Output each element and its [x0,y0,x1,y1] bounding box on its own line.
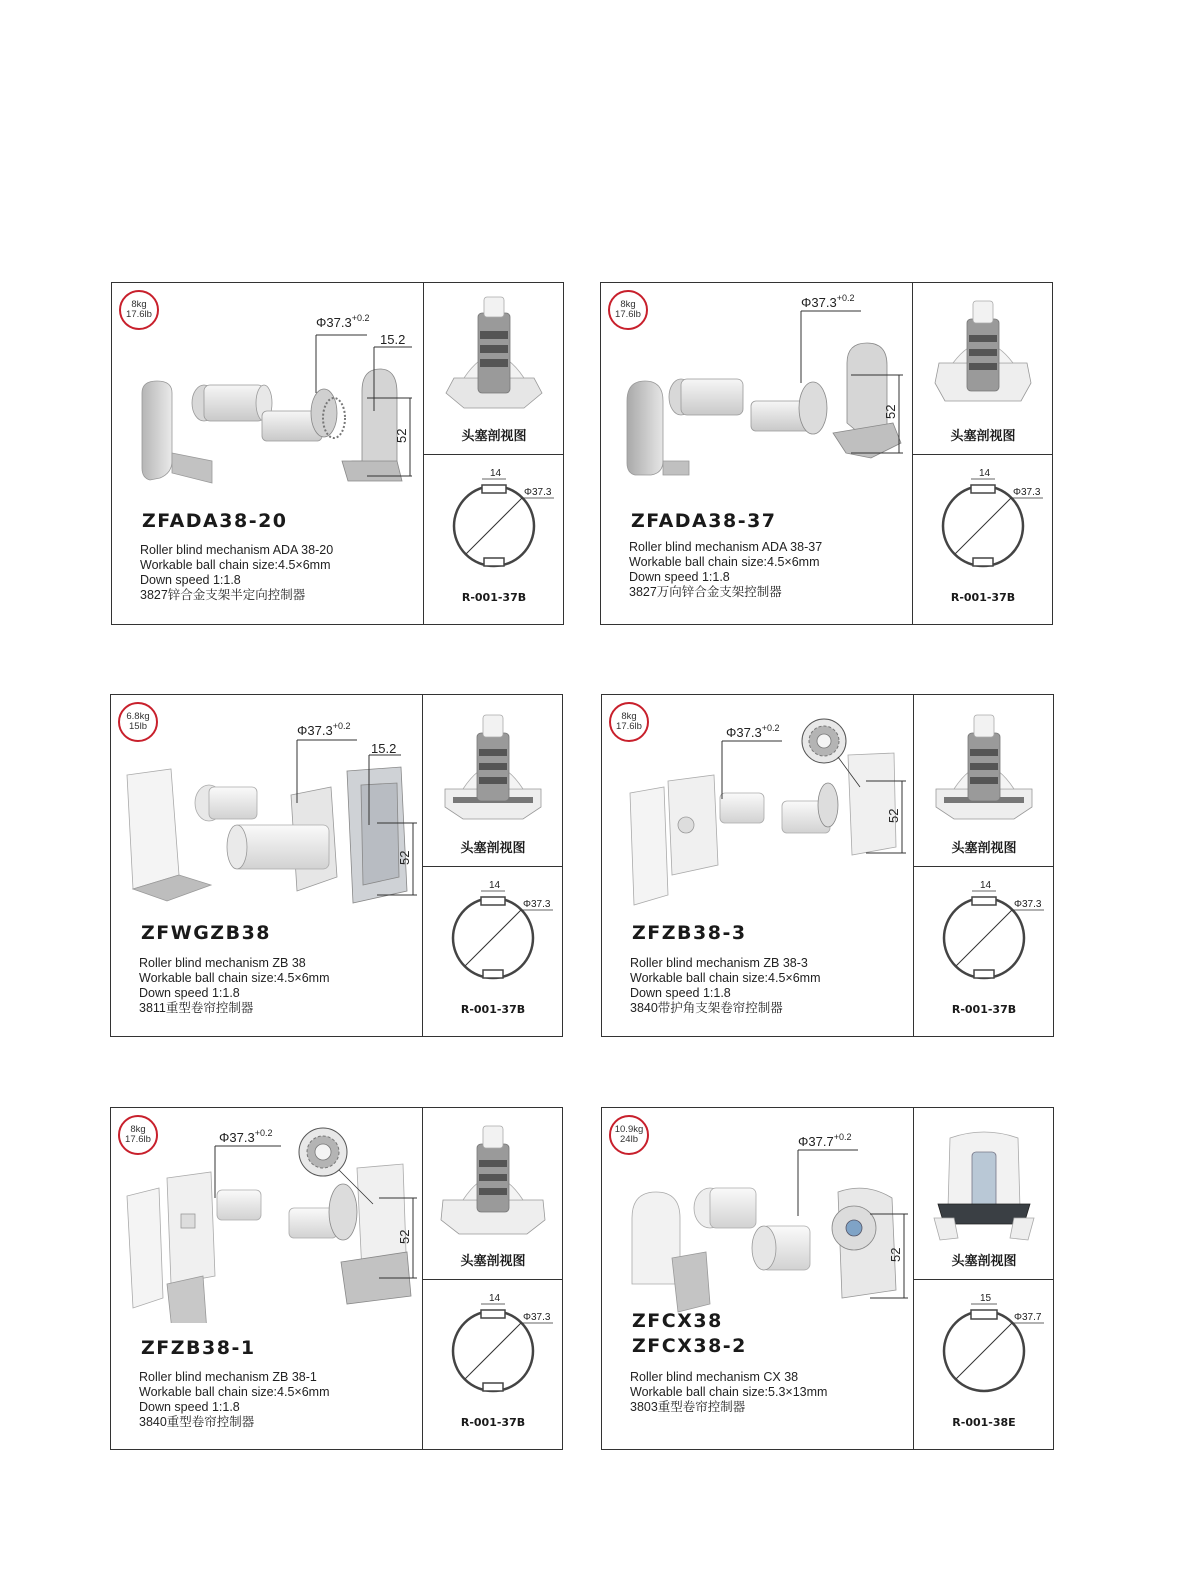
model-title: ZFZB38-1 [141,1337,256,1359]
mechanism-illustration [112,283,424,498]
height-dim-label: 52 [394,428,409,443]
diameter-dim-label: $\Phi 37.7^{+0.2}$ [798,1132,852,1149]
height-dim-label: 52 [886,808,901,823]
product-description: Roller blind mechanism ZB 38 Workable ball chain size:4.5×6mm Down speed 1:1.8 3811重型卷帘控制器 [139,956,330,1015]
product-card-zfada38-20 [111,282,564,625]
height-dim-label: 52 [888,1247,903,1262]
tube-profile-panel [914,1280,1053,1449]
diameter-dim-label: $\Phi 37.3^{+0.2}$ [726,723,780,740]
tube-profile-panel [914,867,1053,1036]
model-title: ZFADA38-20 [142,510,288,532]
diameter-dim-label: $\Phi 37.3^{+0.2}$ [219,1128,273,1145]
plug-section-label: 头塞剖视图 [950,429,1016,444]
product-main-panel [112,283,424,624]
tube-code: R-001-38E [952,1416,1016,1429]
product-main-panel [111,1108,423,1449]
product-main-panel [111,695,423,1036]
model-title: ZFCX38 [632,1310,723,1332]
product-card-zfzb38-3 [601,694,1054,1037]
plug-section-panel [914,695,1053,867]
tube-slot-label: 14 [489,880,501,891]
tube-code: R-001-37B [461,591,527,604]
load-rating-badge: 8kg 17.6lb [118,1115,158,1155]
plug-section-panel [914,1108,1053,1280]
product-card-zfzb38-1 [110,1107,563,1450]
model-title: ZFADA38-37 [631,510,777,532]
load-rating-badge: 8kg 17.6lb [608,290,648,330]
diameter-dim-label: $\Phi 37.3^{+0.2}$ [801,293,855,310]
mechanism-illustration [602,1108,914,1323]
tube-diameter-label: Φ37.3 [1013,487,1041,498]
height-dim-label: 52 [397,1229,412,1244]
tube-profile-panel [424,455,563,624]
product-main-panel [602,1108,914,1449]
product-description: Roller blind mechanism ZB 38-1 Workable ball chain size:4.5×6mm Down speed 1:1.8 3840重型卷帘控制器 [139,1370,330,1429]
tube-diameter-label: Φ37.3 [523,1312,551,1323]
product-card-zfwgzb38 [110,694,563,1037]
plug-section-label: 头塞剖视图 [951,841,1017,856]
model-title: ZFWGZB38 [141,922,272,944]
plug-section-panel [424,283,563,455]
plug-section-label: 头塞剖视图 [951,1254,1017,1269]
tube-code: R-001-37B [951,1003,1017,1016]
tube-code: R-001-37B [460,1003,526,1016]
product-main-panel [601,283,913,624]
product-description: Roller blind mechanism CX 38 Workable ball chain size:5.3×13mm 3803重型卷帘控制器 [630,1370,828,1414]
plug-section-panel [423,1108,562,1280]
tube-profile-panel [913,455,1052,624]
plug-section-label: 头塞剖视图 [461,429,527,444]
gap-dim-label: 15.2 [371,741,397,756]
tube-slot-label: 14 [979,468,991,479]
product-card-zfada38-37 [600,282,1053,625]
plug-section-panel [423,695,562,867]
product-main-panel [602,695,914,1036]
tube-slot-label: 14 [489,1293,501,1304]
mechanism-illustration [111,1108,423,1323]
height-dim-label: 52 [397,850,412,865]
product-description: Roller blind mechanism ZB 38-3 Workable ball chain size:4.5×6mm Down speed 1:1.8 3840带护角支架卷帘控制器 [630,956,821,1015]
tube-profile-panel [423,867,562,1036]
model-title-secondary: ZFCX38-2 [632,1335,747,1357]
tube-diameter-label: Φ37.3 [523,899,551,910]
product-description: Roller blind mechanism ADA 38-37 Workable ball chain size:4.5×6mm Down speed 1:1.8 3827万向锌合金支架控制器 [629,540,823,599]
load-rating-badge: 10.9kg 24lb [609,1115,649,1155]
tube-profile-panel [423,1280,562,1449]
plug-section-panel [913,283,1052,455]
tube-diameter-label: Φ37.3 [1014,899,1042,910]
mechanism-illustration [602,695,914,910]
mechanism-illustration [601,283,913,498]
plug-section-label: 头塞剖视图 [460,1254,526,1269]
diameter-dim-label: $\Phi 37.3^{+0.2}$ [297,721,351,738]
height-dim-label: 52 [883,404,898,419]
mechanism-illustration [111,695,423,910]
product-card-zfcx38 [601,1107,1054,1450]
tube-slot-label: 14 [490,468,502,479]
tube-diameter-label: Φ37.7 [1014,1312,1042,1323]
tube-diameter-label: Φ37.3 [524,487,552,498]
plug-section-label: 头塞剖视图 [460,841,526,856]
load-rating-badge: 6.8kg 15lb [118,702,158,742]
diameter-dim-label: $\Phi 37.3^{+0.2}$ [316,313,370,330]
tube-code: R-001-37B [460,1416,526,1429]
tube-code: R-001-37B [950,591,1016,604]
tube-slot-label: 15 [980,1293,992,1304]
tube-slot-label: 14 [980,880,992,891]
load-rating-badge: 8kg 17.6lb [609,702,649,742]
load-rating-badge: 8kg 17.6lb [119,290,159,330]
product-description: Roller blind mechanism ADA 38-20 Workable ball chain size:4.5×6mm Down speed 1:1.8 3827锌合金支架半定向控制器 [140,543,334,602]
gap-dim-label: 15.2 [380,332,406,347]
model-title: ZFZB38-3 [632,922,747,944]
